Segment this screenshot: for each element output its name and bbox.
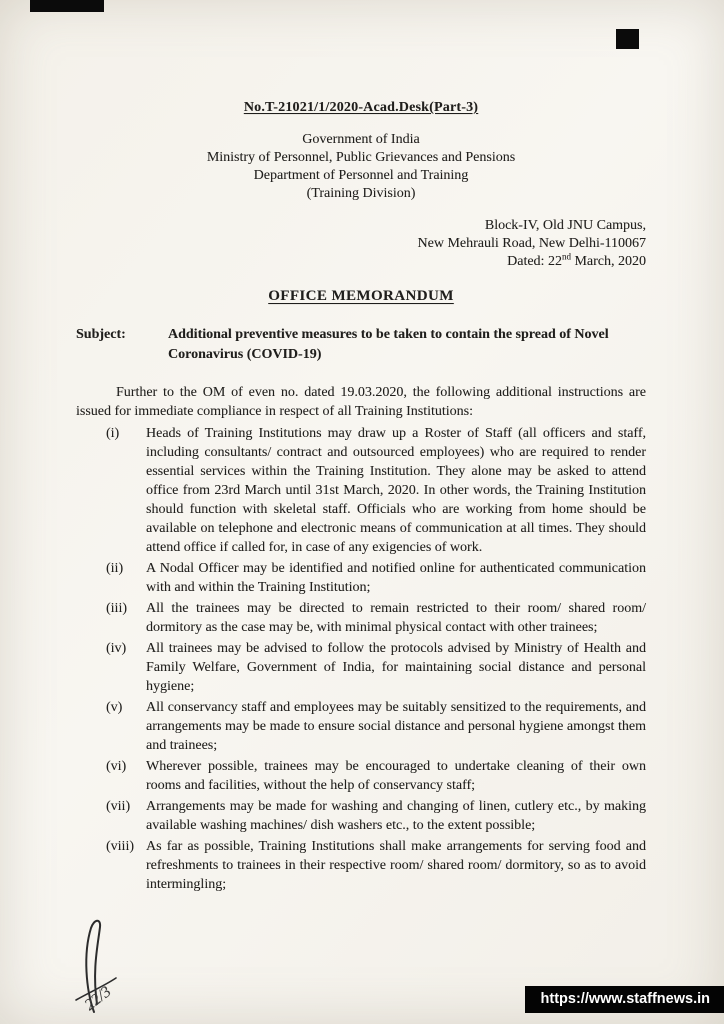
- letterhead: [76, 131, 646, 203]
- org-line-department: Department of Personnel and Training: [253, 168, 469, 183]
- list-item-text: All conservancy staff and employees may be suitably sensitized to the requirements, and arrangements may be made to ensure social distance and personal hygiene amongst them and trainees;: [146, 700, 646, 753]
- list-item: [76, 424, 646, 557]
- list-item-number: (viii): [106, 839, 134, 854]
- address-block: [76, 217, 646, 271]
- list-item: [76, 599, 646, 637]
- list-item-text: All the trainees may be directed to remain restricted to their room/ shared room/ dormitory as the case may be, with minimal physical contact with other trainees;: [146, 601, 646, 635]
- list-item: [76, 757, 646, 795]
- instructions-list: [76, 424, 646, 894]
- list-item: [76, 837, 646, 894]
- date-line: [76, 253, 646, 271]
- list-item-text: Arrangements may be made for washing and changing of linen, cutlery etc., by making available washing machines/ dish washers etc., to the extent possible;: [146, 799, 646, 833]
- subject-label: Subject:: [76, 327, 126, 342]
- date-suffix: March, 2020: [570, 254, 646, 269]
- subject-row: [76, 325, 646, 365]
- watermark-url: https://www.staffnews.in: [525, 986, 724, 1013]
- org-line-division: (Training Division): [306, 186, 416, 201]
- date-prefix: Dated: 22: [507, 254, 562, 269]
- list-item-text: All trainees may be advised to follow the protocols advised by Ministry of Health and Family Welfare, Government of India, for maintaining social distance and personal hygiene;: [146, 641, 646, 694]
- signature-date: 22/3: [81, 983, 115, 1015]
- list-item-text: As far as possible, Training Institutions shall make arrangements for serving food and refreshments to trainees in their respective room/ shared room/ dormitory, so as to avoid intermingling;: [146, 839, 646, 892]
- list-item-text: A Nodal Officer may be identified and notified online for authenticated communication with and within the Training Institution;: [146, 561, 646, 595]
- list-item-number: (vi): [106, 759, 127, 774]
- list-item-text: Heads of Training Institutions may draw up a Roster of Staff (all officers and staff, including consultants/ contract and outsourced employees) who are required to render essential services within the Training Institution. They alone may be asked to attend office from 23rd March until 31st March, 2020. In other words, the Training Institution should function with skeletal staff. Officials who are working from home should be available on telephone and electronic means of communication at all times. They should attend office if called for, in case of any exigencies of work.: [146, 426, 646, 555]
- list-item-number: (i): [106, 426, 120, 441]
- signature-stroke-icon: [60, 914, 170, 1018]
- scan-artifact-top-left: [30, 0, 104, 12]
- list-item-number: (iv): [106, 641, 127, 656]
- handwritten-signature: [60, 914, 170, 1018]
- list-item: [76, 698, 646, 755]
- address-line-1: Block-IV, Old JNU Campus,: [484, 218, 646, 233]
- list-item: [76, 639, 646, 696]
- date-ordinal: nd: [561, 251, 571, 262]
- list-item-number: (iii): [106, 601, 127, 616]
- list-item: [76, 797, 646, 835]
- org-line-ministry: Ministry of Personnel, Public Grievances and Pensions: [206, 150, 516, 165]
- org-line-government: Government of India: [302, 132, 420, 147]
- list-item: [76, 559, 646, 597]
- list-item-number: (vii): [106, 799, 131, 814]
- list-item-text: Wherever possible, trainees may be encouraged to undertake cleaning of their own rooms and facilities, without the help of conservancy staff;: [146, 759, 646, 793]
- reference-number-text: No.T-21021/1/2020-Acad.Desk(Part-3): [243, 100, 479, 115]
- scan-artifact-top-right: [616, 29, 639, 49]
- list-item-number: (ii): [106, 561, 124, 576]
- subject-text: Additional preventive measures to be taken to contain the spread of Novel Coronavirus (COVID-19): [168, 327, 609, 362]
- list-item-number: (v): [106, 700, 123, 715]
- reference-number: [76, 100, 646, 116]
- address-line-2: New Mehrauli Road, New Delhi-110067: [417, 236, 646, 251]
- memo-title: OFFICE MEMORANDUM: [268, 288, 454, 304]
- intro-paragraph: Further to the OM of even no. dated 19.03.2020, the following additional instructions are issued for immediate compliance in respect of all Training Institutions:: [76, 385, 646, 419]
